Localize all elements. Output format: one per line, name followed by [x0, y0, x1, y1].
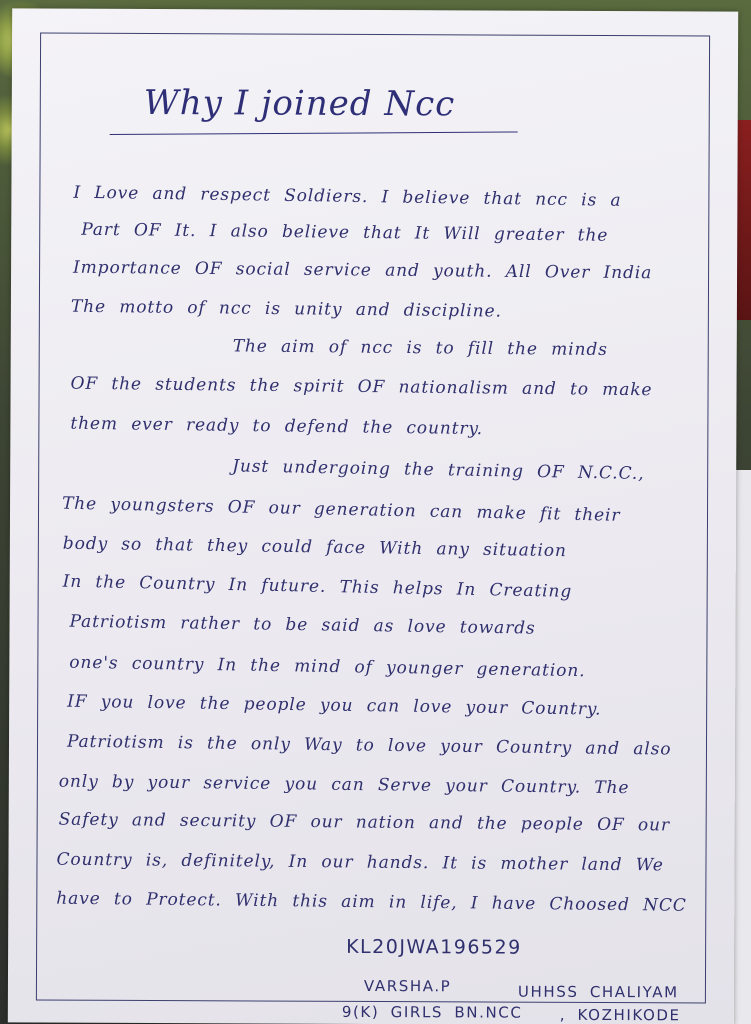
essay-line: IF you love the people you can love your Country. — [67, 691, 602, 720]
essay-line: them ever ready to defend the country. — [70, 413, 484, 440]
essay-line: Part OF It. I also believe that It Will greater the — [81, 219, 609, 246]
essay-line: In the Country In future. This helps In Creating — [62, 571, 573, 602]
registration-number: KL20JWA196529 — [346, 935, 522, 959]
essay-line: The youngsters OF our generation can make fit their — [61, 493, 621, 526]
essay-title: Why I joined Ncc — [143, 82, 456, 125]
essay-line: Patriotism is the only Way to love your Country and also — [66, 731, 672, 760]
essay-line: The aim of ncc is to fill the minds — [232, 336, 608, 360]
essay-line: one's country In the mind of younger generation. — [69, 652, 586, 682]
essay-line: Safety and security OF our nation and the people OF our — [58, 809, 671, 836]
essay-line: have to Protect. With this aim in life, I have Choosed NCC — [56, 888, 687, 916]
author-place: , KOZHIKODE — [559, 1005, 681, 1024]
essay-line: Country is, definitely, In our hands. It is mother land We — [56, 849, 664, 876]
essay-line: I Love and respect Soldiers. I believe that ncc is a — [73, 182, 622, 211]
author-name: VARSHA.P — [363, 976, 452, 996]
author-unit: 9(K) GIRLS BN.NCC — [341, 1002, 523, 1022]
essay-line: Importance OF social service and youth. All Over India — [72, 257, 653, 284]
essay-line: only by your service you can Serve your Country. The — [58, 771, 630, 799]
essay-line: OF the students the spirit OF nationalism and to make — [70, 373, 653, 401]
essay-line: The motto of ncc is unity and discipline. — [70, 296, 502, 322]
essay-line: Just undergoing the training OF N.C.C., — [232, 456, 645, 484]
essay-line: Patriotism rather to be said as love towards — [69, 611, 536, 639]
handwritten-paper — [8, 8, 738, 1024]
author-school: UHHSS CHALIYAM — [517, 982, 679, 1002]
essay-line: body so that they could face With any situation — [62, 533, 567, 562]
